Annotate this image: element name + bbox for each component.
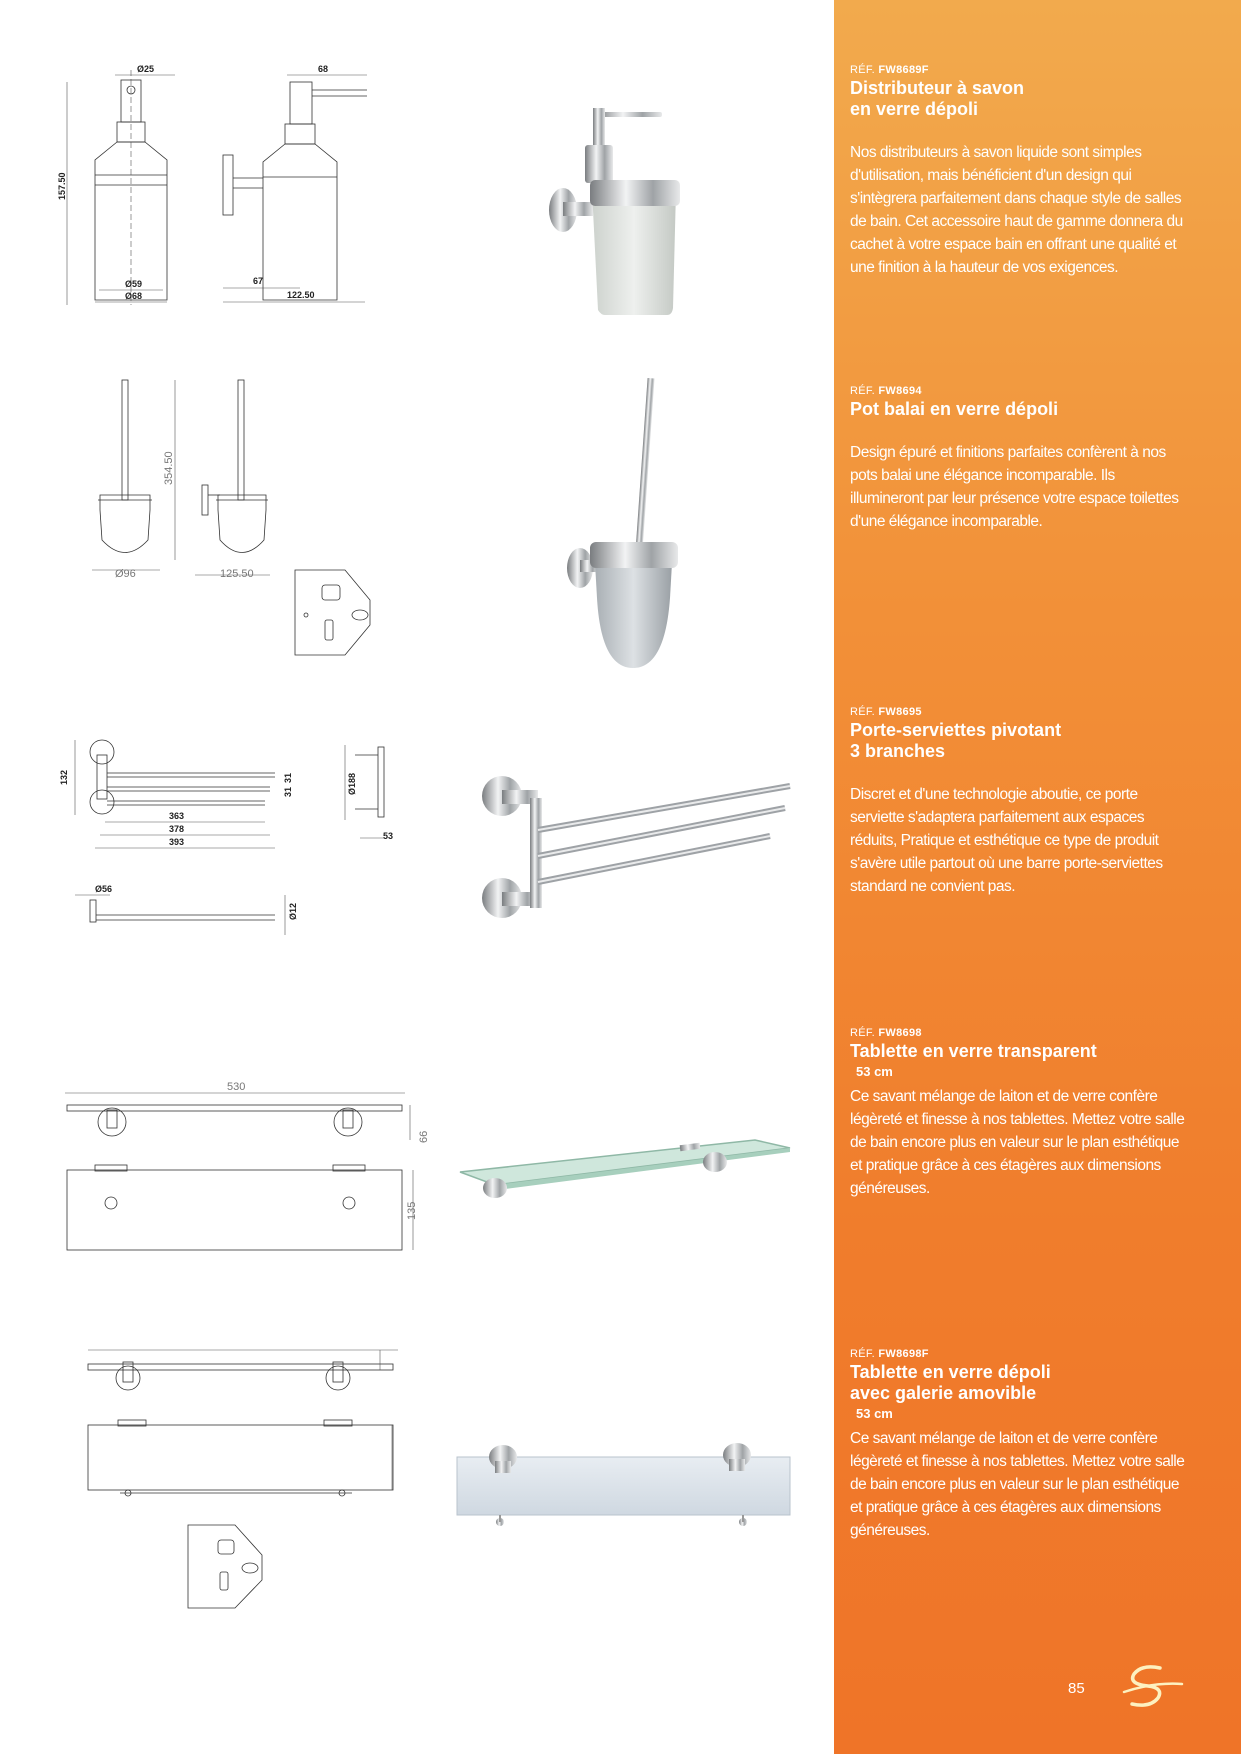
product-title: Porte-serviettes pivotant 3 branches [850, 720, 1062, 761]
product-description: Design épuré et finitions parfaites confèrent à nos pots balai une élégance incomparable. Ils illumineront par leur présence votre espace toilettes d'une élégance incomparable. [850, 444, 1179, 530]
product-block-fw8695 [850, 706, 1190, 898]
product-ref: RÉF. FW8698 [850, 1027, 922, 1039]
product-title: Pot balai en verre dépoli [850, 399, 1059, 419]
soap-dispenser-technical-drawing [55, 60, 425, 350]
product-ref: RÉF. FW8694 [850, 385, 922, 397]
product-size: 53 cm [856, 1064, 893, 1079]
toilet-brush-technical-drawing [70, 375, 410, 675]
towel-rail-technical-drawing [55, 735, 425, 950]
product-description: Ce savant mélange de laiton et de verre confère légèreté et finesse à nos tablettes. Mettez votre salle de bain encore plus en valeur sur le plan esthétique et pratique grâce à ces étagères aux dimensions généreuses. [850, 1430, 1185, 1539]
svg-text:530: 530 [227, 1081, 246, 1093]
page-number: 85 [1068, 1680, 1085, 1697]
svg-text:132: 132 [59, 769, 69, 785]
towel-rail-photo [480, 768, 795, 933]
product-title: Tablette en verre transparent [850, 1041, 1097, 1061]
svg-text:354.50: 354.50 [163, 451, 175, 485]
product-description: Ce savant mélange de laiton et de verre confère légèreté et finesse à nos tablettes. Mettez votre salle de bain encore plus en valeur sur le plan esthétique et pratique grâce à ces étagères aux dimensions généreuses. [850, 1088, 1185, 1197]
frosted-shelf-photo [455, 1435, 795, 1535]
product-ref: RÉF. FW8695 [850, 706, 922, 718]
product-block-fw8698f [850, 1348, 1190, 1542]
product-ref: RÉF. FW8689F [850, 64, 929, 76]
svg-text:Ø12: Ø12 [288, 902, 298, 920]
glass-shelf-photo [455, 1130, 795, 1205]
product-size: 53 cm [856, 1406, 893, 1421]
svg-text:Ø68: Ø68 [125, 291, 143, 301]
svg-text:Ø25: Ø25 [137, 64, 155, 74]
svg-text:122.50: 122.50 [287, 290, 315, 300]
svg-text:Ø56: Ø56 [95, 884, 113, 894]
product-block-fw8689f [850, 64, 1190, 279]
soap-dispenser-photo [545, 100, 715, 315]
svg-text:378: 378 [169, 824, 185, 834]
svg-text:68: 68 [318, 64, 329, 74]
svg-text:Ø188: Ø188 [347, 772, 357, 795]
product-title: Tablette en verre dépoli avec galerie amovible [850, 1362, 1051, 1403]
glass-shelf-technical-drawing [55, 1080, 430, 1255]
svg-text:393: 393 [169, 837, 185, 847]
product-description: Nos distributeurs à savon liquide sont simples d'utilisation, mais bénéficient d'un design qui s'intègrera parfaitement dans chaque style de salles de bain. Cet accessoire haut de gamme donnera du cachet à votre espace bain en offrant une qualité et une finition à la hauteur de vos exigences. [850, 144, 1183, 276]
product-block-fw8698 [850, 1027, 1190, 1200]
svg-text:31: 31 [283, 772, 293, 783]
brand-logo-icon [1120, 1660, 1188, 1712]
product-description: Discret et d'une technologie aboutie, ce porte serviette s'adaptera parfaitement aux espaces réduits, Pratique et esthétique ce type de produit s'avère utile partout où une barre porte-serviettes standard ne convient pas. [850, 786, 1163, 895]
svg-text:66: 66 [418, 1130, 430, 1143]
frosted-shelf-technical-drawing [80, 1340, 410, 1630]
svg-text:157.50: 157.50 [57, 172, 67, 200]
svg-text:31: 31 [283, 786, 293, 797]
svg-text:135: 135 [406, 1201, 418, 1220]
product-title: Distributeur à savon en verre dépoli [850, 78, 1025, 119]
svg-text:Ø59: Ø59 [125, 279, 143, 289]
product-block-fw8694 [850, 385, 1190, 533]
svg-text:67: 67 [253, 276, 264, 286]
toilet-brush-photo [560, 378, 690, 673]
product-ref: RÉF. FW8698F [850, 1348, 929, 1360]
svg-text:125.50: 125.50 [220, 568, 254, 580]
svg-text:363: 363 [169, 811, 185, 821]
svg-text:Ø96: Ø96 [115, 568, 136, 580]
svg-text:53: 53 [383, 831, 394, 841]
